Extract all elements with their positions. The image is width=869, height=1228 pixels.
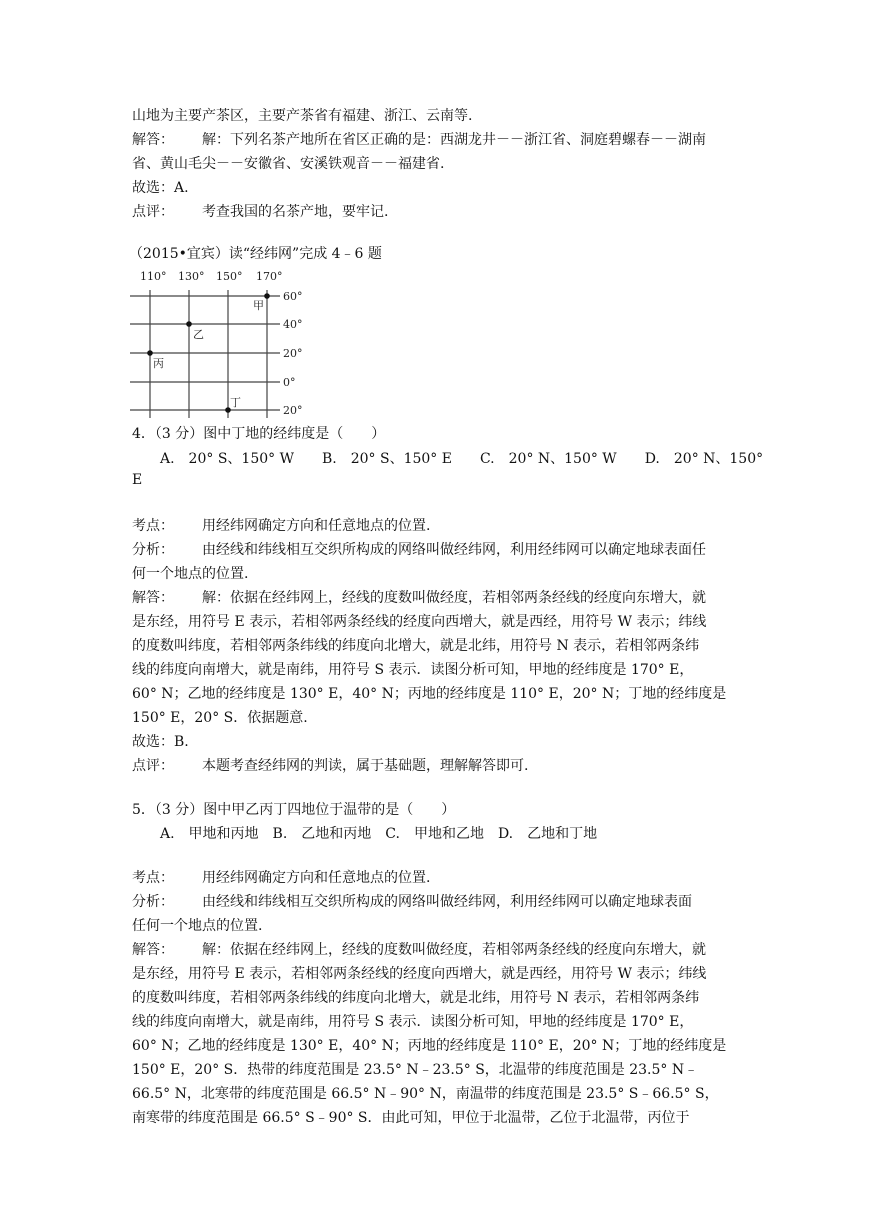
lon-label: 130°	[178, 270, 205, 283]
text-line: 任何一个地点的位置.	[132, 918, 263, 934]
text-line: 南寒带的纬度范围是 66.5° S﹣90° S．由此可知，甲位于北温带，乙位于北温带，丙位于	[132, 1110, 690, 1126]
jieda-label: 解答：	[132, 590, 174, 606]
text-line: 是东经，用符号 E 表示，若相邻两条经线的经度向西增大，就是西经，用符号 W 表示；纬线	[132, 966, 707, 982]
comment-label: 点评：	[132, 204, 174, 220]
dianping-text: 本题考查经纬网的判读，属于基础题，理解解答即可.	[202, 758, 529, 774]
dianping-label: 点评：	[132, 758, 174, 774]
lat-label: 20°	[283, 404, 303, 417]
text-line: 的度数叫纬度，若相邻两条纬线的纬度向北增大，就是北纬，用符号 N 表示，若相邻两条纬	[132, 990, 700, 1006]
point-label-ding: 丁	[230, 396, 241, 409]
kaodian-text: 用经纬网确定方向和任意地点的位置.	[202, 870, 431, 886]
answer-label: 解答：	[132, 132, 174, 148]
kaodian-line	[132, 868, 430, 888]
text-line: 是东经，用符号 E 表示，若相邻两条经线的经度向西增大，就是西经，用符号 W 表示；纬线	[132, 614, 707, 630]
jieda-line	[132, 940, 706, 960]
question-4-options: A. 20° S、150° W B. 20° S、150° E C. 20° N、150° W D. 20° N、150°	[160, 451, 764, 467]
lat-label: 0°	[283, 376, 296, 389]
kaodian-text: 用经纬网确定方向和任意地点的位置.	[202, 518, 431, 534]
lat-lon-grid	[130, 266, 330, 426]
answer-text: 解：下列名茶产地所在省区正确的是：西湖龙井－－浙江省、洞庭碧螺春－－湖南	[202, 132, 706, 148]
kaodian-label: 考点：	[132, 870, 174, 886]
text-line: 150° E，20° S．热带的纬度范围是 23.5° N﹣23.5° S，北温带的纬度范围是 23.5° N﹣	[132, 1062, 699, 1078]
fenxi-label: 分析：	[132, 894, 174, 910]
lat-label: 60°	[283, 290, 303, 303]
point-label-jia: 甲	[253, 299, 264, 312]
fenxi-text: 由经线和纬线相互交织所构成的网络叫做经纬网，利用经纬网可以确定地球表面任	[202, 542, 706, 558]
lat-label: 20°	[283, 347, 303, 360]
point-label-yi: 乙	[193, 328, 204, 341]
fenxi-line	[132, 540, 706, 560]
point-label-bing: 丙	[153, 357, 164, 370]
question-4-options-wrap: E	[132, 472, 143, 488]
jieda-label: 解答：	[132, 942, 174, 958]
point-yi	[186, 321, 192, 327]
text-line: 66.5° N，北寒带的纬度范围是 66.5° N﹣90° N，南温带的纬度范围是 23.5° S﹣66.5° S，	[132, 1086, 719, 1102]
lat-lon-grid-figure	[130, 266, 330, 426]
comment-text: 考查我国的名茶产地，要牢记.	[202, 204, 389, 220]
lon-label: 110°	[140, 270, 167, 283]
answer-line	[132, 130, 706, 150]
comment-line	[132, 202, 388, 222]
question-5-stem: 5．（3 分）图中甲乙丙丁四地位于温带的是（ ）	[132, 802, 456, 818]
text-line: 线的纬度向南增大，就是南纬，用符号 S 表示．读图分析可知，甲地的经纬度是 170° E，	[132, 662, 694, 678]
kaodian-label: 考点：	[132, 518, 174, 534]
dianping-line	[132, 756, 528, 776]
lat-label: 40°	[283, 318, 303, 331]
point-jia	[264, 293, 270, 299]
question-4-stem: 4．（3 分）图中丁地的经纬度是（ ）	[132, 426, 386, 442]
choice-line: 故选：A.	[132, 180, 189, 196]
lon-label: 170°	[256, 270, 283, 283]
text-line: 的度数叫纬度，若相邻两条纬线的纬度向北增大，就是北纬，用符号 N 表示，若相邻两条纬	[132, 638, 700, 654]
text-line: 60° N；乙地的经纬度是 130° E，40° N；丙地的经纬度是 110° E，20° N；丁地的经纬度是	[132, 686, 727, 702]
text-line: 山地为主要产茶区，主要产茶省有福建、浙江、云南等.	[132, 108, 473, 124]
text-line: 何一个地点的位置.	[132, 566, 249, 582]
kaodian-line	[132, 516, 430, 536]
question-5-options: A. 甲地和丙地 B. 乙地和丙地 C. 甲地和乙地 D. 乙地和丁地	[160, 826, 598, 842]
fenxi-text: 由经线和纬线相互交织所构成的网络叫做经纬网，利用经纬网可以确定地球表面	[202, 894, 692, 910]
jieda-text: 解：依据在经纬网上，经线的度数叫做经度，若相邻两条经线的经度向东增大，就	[202, 942, 706, 958]
section-intro: （2015•宜宾）读“经纬网”完成 4﹣6 题	[129, 246, 382, 262]
text-line: 60° N；乙地的经纬度是 130° E，40° N；丙地的经纬度是 110° E，20° N；丁地的经纬度是	[132, 1038, 727, 1054]
text-line: 线的纬度向南增大，就是南纬，用符号 S 表示．读图分析可知，甲地的经纬度是 170° E，	[132, 1014, 694, 1030]
fenxi-line	[132, 892, 692, 912]
choice-line: 故选：B.	[132, 734, 189, 750]
point-bing	[147, 350, 153, 356]
text-line: 150° E，20° S．依据题意.	[132, 710, 308, 726]
jieda-text: 解：依据在经纬网上，经线的度数叫做经度，若相邻两条经线的经度向东增大，就	[202, 590, 706, 606]
text-line: 省、黄山毛尖－－安徽省、安溪铁观音－－福建省.	[132, 156, 445, 172]
jieda-line	[132, 588, 706, 608]
fenxi-label: 分析：	[132, 542, 174, 558]
lon-label: 150°	[216, 270, 243, 283]
